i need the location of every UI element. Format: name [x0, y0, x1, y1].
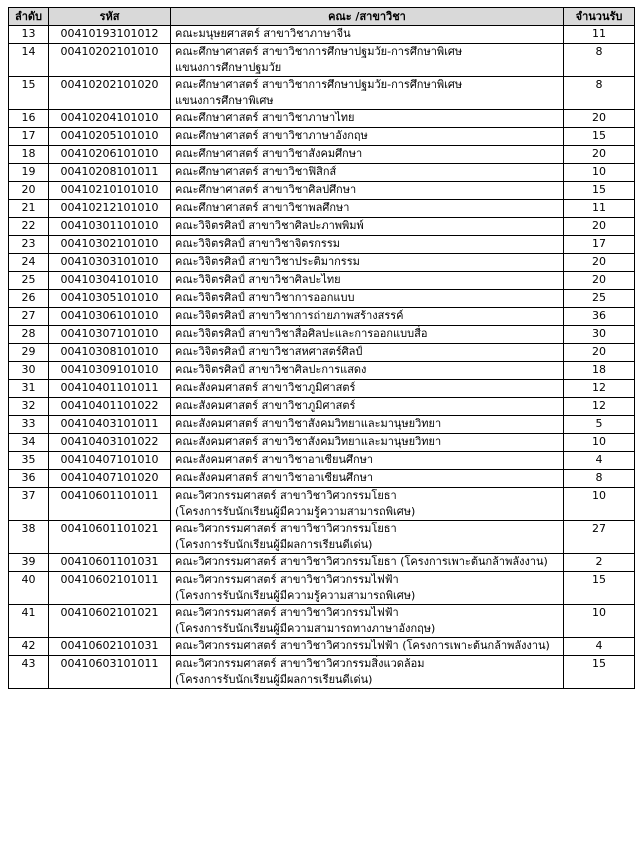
table-row: [9, 308, 635, 326]
program-code: 00410603101011: [49, 656, 171, 689]
quota: 20: [564, 110, 635, 128]
program-code: 00410208101011: [49, 164, 171, 182]
table-row: [9, 182, 635, 200]
row-number: 31: [9, 380, 49, 398]
program-name-line: คณะศึกษาศาสตร์ สาขาวิชาศิลปศึกษา: [175, 183, 357, 196]
quota: 15: [564, 182, 635, 200]
program-code: 00410308101010: [49, 344, 171, 362]
row-number: 34: [9, 434, 49, 452]
table-row: [9, 200, 635, 218]
row-number: 33: [9, 416, 49, 434]
quota: 5: [564, 416, 635, 434]
program-name: [171, 218, 564, 236]
program-code: 00410602101021: [49, 605, 171, 638]
program-name: [171, 44, 564, 77]
program-name: [171, 290, 564, 308]
program-name-line: คณะวิศวกรรมศาสตร์ สาขาวิชาวิศวกรรมโยธา: [175, 522, 397, 535]
program-code: 00410202101010: [49, 44, 171, 77]
row-number: 35: [9, 452, 49, 470]
program-name-line: คณะวิจิตรศิลป์ สาขาวิชาประติมากรรม: [175, 255, 360, 268]
table-row: [9, 362, 635, 380]
row-number: 41: [9, 605, 49, 638]
row-number: 19: [9, 164, 49, 182]
table-row: [9, 218, 635, 236]
header-row: [9, 8, 635, 26]
row-number: 25: [9, 272, 49, 290]
row-number: 14: [9, 44, 49, 77]
program-name: [171, 488, 564, 521]
admissions-table: [8, 7, 635, 689]
program-name: [171, 452, 564, 470]
table-row: [9, 146, 635, 164]
program-name-line: คณะวิศวกรรมศาสตร์ สาขาวิชาวิศวกรรมไฟฟ้า: [175, 573, 399, 586]
row-number: 27: [9, 308, 49, 326]
program-name: [171, 110, 564, 128]
quota: 17: [564, 236, 635, 254]
program-name: [171, 326, 564, 344]
row-number: 42: [9, 638, 49, 656]
program-name-line: คณะศึกษาศาสตร์ สาขาวิชาการศึกษาปฐมวัย-การศึกษาพิเศษ: [175, 45, 463, 58]
program-name-line: คณะสังคมศาสตร์ สาขาวิชาภูมิศาสตร์: [175, 399, 356, 412]
program-name: [171, 164, 564, 182]
program-name-line: คณะสังคมศาสตร์ สาขาวิชาสังคมวิทยาและมานุษยวิทยา: [175, 417, 442, 430]
header-code: รหัส: [49, 8, 171, 26]
program-code: 00410204101010: [49, 110, 171, 128]
header-program: คณะ /สาขาวิชา: [171, 8, 564, 26]
program-name-line: คณะศึกษาศาสตร์ สาขาวิชาภาษาไทย: [175, 111, 355, 124]
table-row: [9, 326, 635, 344]
program-name-line: คณะวิจิตรศิลป์ สาขาวิชาศิลปะไทย: [175, 273, 341, 286]
program-name: [171, 362, 564, 380]
row-number: 38: [9, 521, 49, 554]
table-row: [9, 656, 635, 689]
program-name-line: คณะวิศวกรรมศาสตร์ สาขาวิชาวิศวกรรมสิ่งแวดล้อม: [175, 657, 425, 670]
row-number: 23: [9, 236, 49, 254]
program-code: 00410206101010: [49, 146, 171, 164]
quota: 15: [564, 656, 635, 689]
table-row: [9, 488, 635, 521]
program-name-line: (โครงการรับนักเรียนผู้มีผลการเรียนดีเด่น): [175, 673, 373, 686]
program-name: [171, 638, 564, 656]
table-row: [9, 434, 635, 452]
program-name: [171, 128, 564, 146]
row-number: 28: [9, 326, 49, 344]
table-row: [9, 398, 635, 416]
quota: 20: [564, 254, 635, 272]
program-name-line: คณะวิจิตรศิลป์ สาขาวิชาการถ่ายภาพสร้างสรรค์: [175, 309, 404, 322]
program-name-line: คณะวิศวกรรมศาสตร์ สาขาวิชาวิศวกรรมโยธา (โครงการเพาะต้นกล้าพลังงาน): [175, 555, 548, 568]
row-number: 15: [9, 77, 49, 110]
row-number: 24: [9, 254, 49, 272]
quota: 8: [564, 77, 635, 110]
program-name-line: คณะวิจิตรศิลป์ สาขาวิชาสหศาสตร์ศิลป์: [175, 345, 363, 358]
row-number: 39: [9, 554, 49, 572]
quota: 10: [564, 434, 635, 452]
program-code: 00410303101010: [49, 254, 171, 272]
program-name: [171, 344, 564, 362]
program-name-line: แขนงการศึกษาพิเศษ: [175, 94, 274, 107]
program-name: [171, 434, 564, 452]
row-number: 16: [9, 110, 49, 128]
program-name-line: คณะสังคมศาสตร์ สาขาวิชาอาเซียนศึกษา: [175, 453, 374, 466]
program-name-line: คณะวิศวกรรมศาสตร์ สาขาวิชาวิศวกรรมโยธา: [175, 489, 397, 502]
program-code: 00410302101010: [49, 236, 171, 254]
program-code: 00410309101010: [49, 362, 171, 380]
table-row: [9, 344, 635, 362]
program-code: 00410403101011: [49, 416, 171, 434]
row-number: 26: [9, 290, 49, 308]
program-name: [171, 554, 564, 572]
row-number: 32: [9, 398, 49, 416]
program-name-line: คณะสังคมศาสตร์ สาขาวิชาสังคมวิทยาและมานุษยวิทยา: [175, 435, 442, 448]
row-number: 20: [9, 182, 49, 200]
table-row: [9, 26, 635, 44]
program-code: 00410407101020: [49, 470, 171, 488]
row-number: 13: [9, 26, 49, 44]
program-name-line: คณะศึกษาศาสตร์ สาขาวิชาการศึกษาปฐมวัย-การศึกษาพิเศษ: [175, 78, 463, 91]
program-code: 00410306101010: [49, 308, 171, 326]
quota: 8: [564, 470, 635, 488]
header-quota: จำนวนรับ: [564, 8, 635, 26]
quota: 10: [564, 488, 635, 521]
program-name: [171, 146, 564, 164]
table-header: [9, 8, 635, 26]
program-code: 00410601101011: [49, 488, 171, 521]
program-name: [171, 77, 564, 110]
program-code: 00410305101010: [49, 290, 171, 308]
row-number: 17: [9, 128, 49, 146]
table-row: [9, 521, 635, 554]
row-number: 18: [9, 146, 49, 164]
program-name-line: คณะวิจิตรศิลป์ สาขาวิชาศิลปะภาพพิมพ์: [175, 219, 364, 232]
quota: 4: [564, 638, 635, 656]
table-body: [9, 26, 635, 689]
row-number: 30: [9, 362, 49, 380]
program-code: 00410205101010: [49, 128, 171, 146]
quota: 10: [564, 605, 635, 638]
quota: 11: [564, 200, 635, 218]
program-name: [171, 308, 564, 326]
program-code: 00410602101011: [49, 572, 171, 605]
program-name: [171, 182, 564, 200]
program-code: 00410304101010: [49, 272, 171, 290]
program-name-line: แขนงการศึกษาปฐมวัย: [175, 61, 282, 74]
program-name: [171, 272, 564, 290]
table-row: [9, 290, 635, 308]
quota: 8: [564, 44, 635, 77]
program-name-line: คณะวิจิตรศิลป์ สาขาวิชาศิลปะการแสดง: [175, 363, 367, 376]
program-name-line: คณะศึกษาศาสตร์ สาขาวิชาพลศึกษา: [175, 201, 350, 214]
row-number: 43: [9, 656, 49, 689]
table-row: [9, 554, 635, 572]
program-name: [171, 572, 564, 605]
quota: 12: [564, 398, 635, 416]
quota: 15: [564, 572, 635, 605]
program-name: [171, 254, 564, 272]
program-name-line: คณะวิจิตรศิลป์ สาขาวิชาสื่อศิลปะและการออกแบบสื่อ: [175, 327, 428, 340]
quota: 20: [564, 146, 635, 164]
table-row: [9, 452, 635, 470]
quota: 4: [564, 452, 635, 470]
quota: 27: [564, 521, 635, 554]
program-code: 00410307101010: [49, 326, 171, 344]
row-number: 22: [9, 218, 49, 236]
table-row: [9, 164, 635, 182]
program-name-line: คณะวิศวกรรมศาสตร์ สาขาวิชาวิศวกรรมไฟฟ้า: [175, 606, 399, 619]
program-name: [171, 380, 564, 398]
quota: 10: [564, 164, 635, 182]
program-name-line: คณะวิศวกรรมศาสตร์ สาขาวิชาวิศวกรรมไฟฟ้า (โครงการเพาะต้นกล้าพลังงาน): [175, 639, 550, 652]
table-row: [9, 44, 635, 77]
program-code: 00410602101031: [49, 638, 171, 656]
program-code: 00410301101010: [49, 218, 171, 236]
table-row: [9, 380, 635, 398]
program-code: 00410401101011: [49, 380, 171, 398]
program-name-line: คณะสังคมศาสตร์ สาขาวิชาภูมิศาสตร์: [175, 381, 356, 394]
row-number: 40: [9, 572, 49, 605]
quota: 30: [564, 326, 635, 344]
program-code: 00410407101010: [49, 452, 171, 470]
program-name-line: (โครงการรับนักเรียนผู้มีความรู้ความสามารถพิเศษ): [175, 505, 416, 518]
table-row: [9, 77, 635, 110]
quota: 20: [564, 272, 635, 290]
program-code: 00410210101010: [49, 182, 171, 200]
program-name-line: คณะศึกษาศาสตร์ สาขาวิชาสังคมศึกษา: [175, 147, 363, 160]
program-name: [171, 416, 564, 434]
program-name: [171, 521, 564, 554]
program-code: 00410601101031: [49, 554, 171, 572]
program-code: 00410401101022: [49, 398, 171, 416]
row-number: 36: [9, 470, 49, 488]
program-name-line: คณะมนุษยศาสตร์ สาขาวิชาภาษาจีน: [175, 27, 351, 40]
table-row: [9, 272, 635, 290]
row-number: 29: [9, 344, 49, 362]
table-row: [9, 254, 635, 272]
program-name: [171, 26, 564, 44]
table-row: [9, 470, 635, 488]
table-row: [9, 638, 635, 656]
quota: 12: [564, 380, 635, 398]
program-code: 00410601101021: [49, 521, 171, 554]
program-name: [171, 236, 564, 254]
quota: 2: [564, 554, 635, 572]
quota: 18: [564, 362, 635, 380]
quota: 11: [564, 26, 635, 44]
table-row: [9, 416, 635, 434]
table-row: [9, 236, 635, 254]
table-row: [9, 572, 635, 605]
program-code: 00410212101010: [49, 200, 171, 218]
table-row: [9, 128, 635, 146]
quota: 20: [564, 344, 635, 362]
table-row: [9, 110, 635, 128]
program-name-line: คณะสังคมศาสตร์ สาขาวิชาอาเซียนศึกษา: [175, 471, 374, 484]
quota: 15: [564, 128, 635, 146]
program-name-line: (โครงการรับนักเรียนผู้มีผลการเรียนดีเด่น): [175, 538, 373, 551]
program-name: [171, 470, 564, 488]
program-name: [171, 200, 564, 218]
program-name-line: คณะศึกษาศาสตร์ สาขาวิชาภาษาอังกฤษ: [175, 129, 368, 142]
program-name-line: คณะวิจิตรศิลป์ สาขาวิชาจิตรกรรม: [175, 237, 340, 250]
program-name-line: (โครงการรับนักเรียนผู้มีความสามารถทางภาษาอังกฤษ): [175, 622, 436, 635]
header-no: ลำดับ: [9, 8, 49, 26]
quota: 36: [564, 308, 635, 326]
program-name-line: (โครงการรับนักเรียนผู้มีความรู้ความสามารถพิเศษ): [175, 589, 416, 602]
program-code: 00410403101022: [49, 434, 171, 452]
quota: 20: [564, 218, 635, 236]
table-row: [9, 605, 635, 638]
row-number: 37: [9, 488, 49, 521]
program-code: 00410193101012: [49, 26, 171, 44]
quota: 25: [564, 290, 635, 308]
program-name: [171, 605, 564, 638]
program-name: [171, 398, 564, 416]
row-number: 21: [9, 200, 49, 218]
program-name-line: คณะวิจิตรศิลป์ สาขาวิชาการออกแบบ: [175, 291, 355, 304]
program-name: [171, 656, 564, 689]
program-name-line: คณะศึกษาศาสตร์ สาขาวิชาฟิสิกส์: [175, 165, 337, 178]
program-code: 00410202101020: [49, 77, 171, 110]
